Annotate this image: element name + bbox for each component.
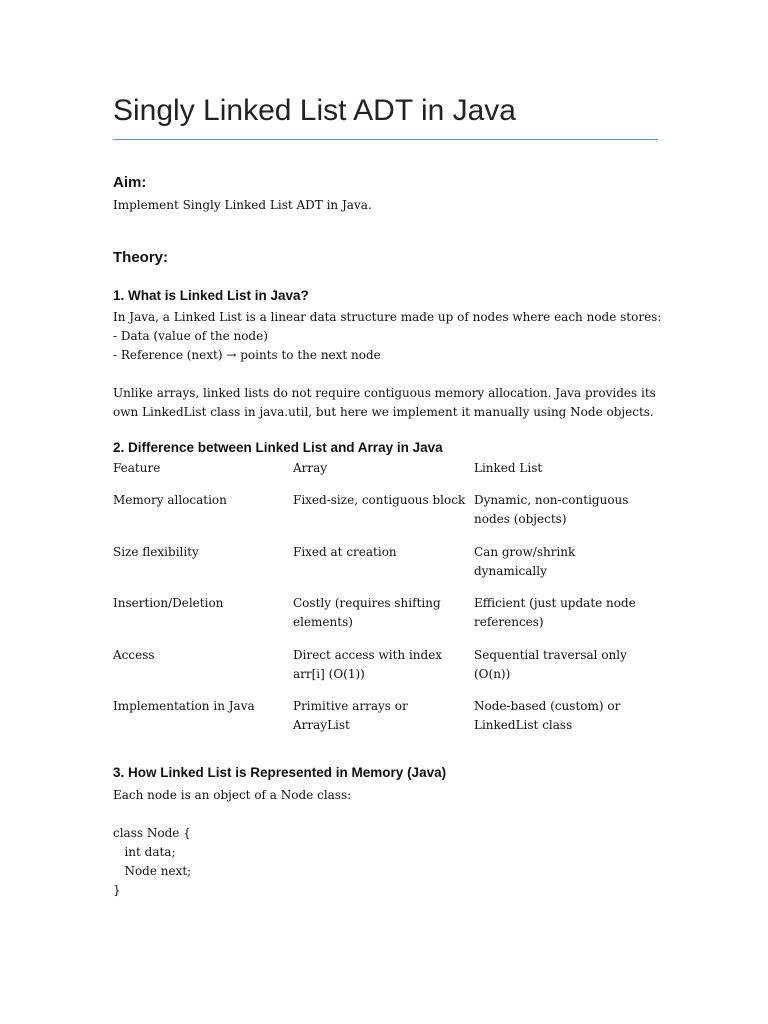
table-cell: references) (474, 615, 544, 629)
code-line: } (113, 883, 121, 897)
table-header-feature: Feature (113, 461, 161, 475)
section3-intro: Each node is an object of a Node class: (113, 788, 352, 802)
section1-line: - Reference (next) → points to the next node (113, 348, 381, 362)
page-title: Singly Linked List ADT in Java (113, 94, 516, 127)
table-cell: Dynamic, non-contiguous (474, 493, 629, 507)
aim-heading: Aim: (113, 174, 147, 191)
table-cell: Access (113, 648, 155, 662)
table-cell: arr[i] (O(1)) (293, 667, 365, 681)
table-cell: Direct access with index (293, 648, 443, 662)
table-cell: Fixed-size, contiguous block (293, 493, 466, 507)
table-header-linked-list: Linked List (474, 461, 543, 475)
table-cell: Fixed at creation (293, 545, 397, 559)
code-line: class Node { (113, 826, 191, 840)
table-cell: LinkedList class (474, 718, 573, 732)
table-cell: Primitive arrays or (293, 699, 408, 713)
table-cell: Size flexibility (113, 545, 199, 559)
section1-paragraph-line: own LinkedList class in java.util, but here we implement it manually using Node objects. (113, 405, 654, 419)
section3-heading: 3. How Linked List is Represented in Memory (Java) (113, 765, 447, 780)
table-cell: (O(n)) (474, 667, 511, 681)
table-cell: Insertion/Deletion (113, 596, 224, 610)
section1-heading: 1. What is Linked List in Java? (113, 288, 309, 303)
table-cell: ArrayList (293, 718, 350, 732)
section1-paragraph-line: Unlike arrays, linked lists do not require contiguous memory allocation. Java provides its (113, 386, 656, 400)
table-cell: nodes (objects) (474, 512, 567, 526)
table-header-array: Array (293, 461, 328, 475)
title-divider (113, 139, 658, 140)
section1-line: In Java, a Linked List is a linear data structure made up of nodes where each node stores: (113, 310, 662, 324)
table-cell: Can grow/shrink (474, 545, 576, 559)
table-cell: Costly (requires shifting (293, 596, 441, 610)
table-cell: Sequential traversal only (474, 648, 627, 662)
section2-heading: 2. Difference between Linked List and Array in Java (113, 440, 443, 455)
table-cell: Implementation in Java (113, 699, 255, 713)
table-cell: Node-based (custom) or (474, 699, 621, 713)
aim-text: Implement Singly Linked List ADT in Java. (113, 198, 372, 212)
table-cell: Efficient (just update node (474, 596, 636, 610)
table-cell: Memory allocation (113, 493, 227, 507)
table-cell: dynamically (474, 564, 547, 578)
code-block (113, 824, 191, 900)
code-line: int data; (113, 845, 176, 859)
section1-line: - Data (value of the node) (113, 329, 268, 343)
code-line: Node next; (113, 864, 192, 878)
theory-heading: Theory: (113, 249, 169, 266)
table-cell: elements) (293, 615, 353, 629)
